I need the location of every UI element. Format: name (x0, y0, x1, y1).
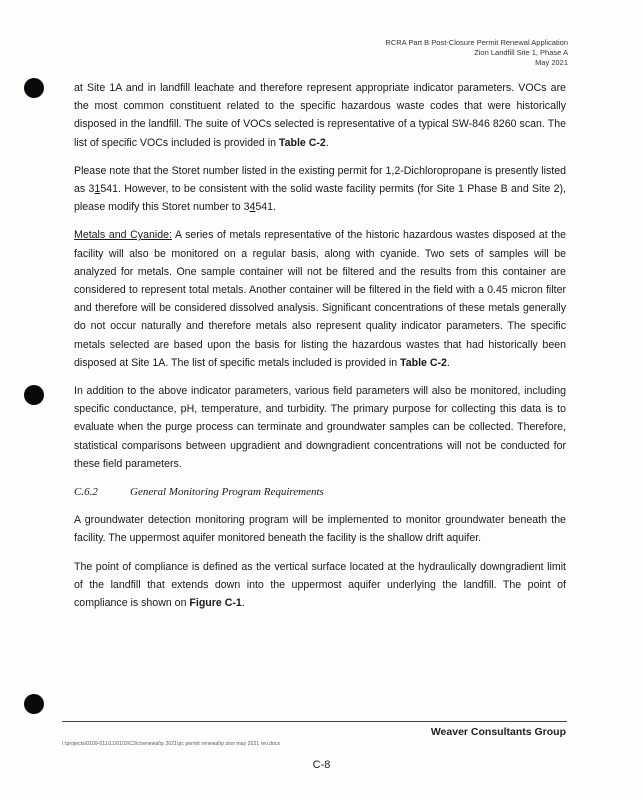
document-body (74, 79, 566, 622)
punch-hole-top (24, 78, 44, 98)
punch-hole-bottom (24, 694, 44, 714)
table-reference: Table C-2 (400, 356, 447, 369)
header-line-1: RCRA Part B Post-Closure Permit Renewal Application (385, 38, 568, 47)
paragraph-metals-cyanide: Metals and Cyanide: A series of metals representative of the historic hazardous wastes disposed at the facility will also be monitored on a regular basis, along with cyanide. Two sets of samples will be analyzed for metals. One sample container will not be filtered and the results from this container are considered to represent total metals. Another container will be filtered in the field with a 0.45 micron filter and therefore will be considered dissolved analysis. Significant concentrations of these metals generally do not occur naturally and therefore metals also represent quality indicator parameters. The specific metals selected are based upon the basis for listing the hazardous wastes that had historically been disposed at Site 1A. The list of specific metals included is provided in Table C-2. (74, 229, 566, 369)
file-path: I:\projects\0109-011\11\0103\C3\c\renewal\p 2021\pc permit renewal\p zion may 2021 rev.docx (62, 741, 281, 747)
company-name: Weaver Consultants Group (430, 726, 566, 738)
running-header (385, 38, 568, 68)
header-line-2: Zion Landfill Site 1, Phase A (474, 48, 568, 57)
paragraph-detection-program: A groundwater detection monitoring program will be implemented to monitor groundwater beneath the facility. The uppermost aquifer monitored beneath the facility is the shallow drift aquifer. (74, 514, 566, 545)
inline-heading: Metals and Cyanide: (74, 229, 172, 242)
punch-hole-middle (24, 385, 44, 405)
section-number: C.6.2 (74, 486, 98, 499)
paragraph-point-of-compliance: The point of compliance is defined as the vertical surface located at the hydraulically downgradient limit of the landfill that extends down into the uppermost aquifer underlying the landfill. The point of compliance is shown on Figure C-1. (74, 560, 566, 610)
figure-reference: Figure C-1 (189, 597, 242, 610)
header-line-3: May 2021 (535, 58, 568, 67)
paragraph-vocs: at Site 1A and in landfill leachate and therefore represent appropriate indicator parameters. VOCs are the most common constituent related to the specific hazardous waste codes that were historically disposed in the landfill. The suite of VOCs selected is representative of a typical SW-846 8260 scan. The list of specific VOCs included is provided in Table C-2. (74, 82, 566, 149)
paragraph-field-parameters: In addition to the above indicator parameters, various field parameters will also be monitored, including specific conductance, pH, temperature, and turbidity. The primary purpose for collecting this data is to evaluate when the purge process can terminate and groundwater samples can be collected. Therefore, statistical comparisons between upgradient and downgradient concentrations will not be conducted for these field parameters. (74, 385, 566, 470)
table-reference: Table C-2 (278, 136, 326, 149)
footer-divider (62, 721, 567, 722)
paragraph-storet: Please note that the Storet number listed in the existing permit for 1,2-Dichloropropane is presently listed as 31541. However, to be consistent with the solid waste facility permits (for Site 1 Phase B and Site 2), please modify this Storet number to 34541. (74, 164, 566, 214)
page-number: C-8 (312, 759, 331, 771)
section-title: General Monitoring Program Requirements (130, 486, 324, 499)
section-heading (74, 483, 566, 501)
